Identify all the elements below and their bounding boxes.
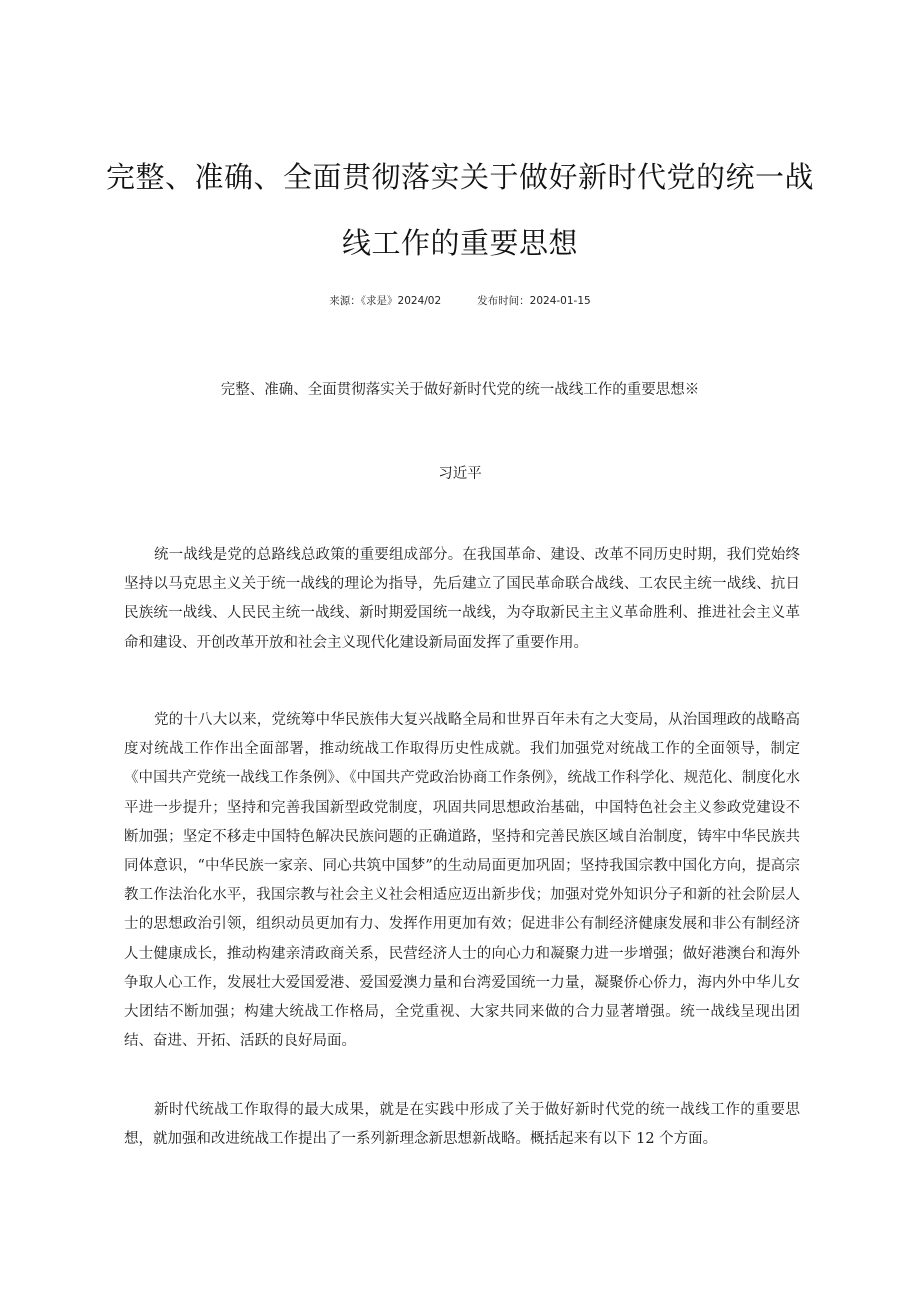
body-paragraph: 新时代统战工作取得的最大成果，就是在实践中形成了关于做好新时代党的统一战线工作的重要思想，就加强和改进统战工作提出了一系列新理念新思想新战略。概括起来有以下 12 个方面。 (124, 1102, 800, 1148)
body-paragraph: 统一战线是党的总路线总政策的重要组成部分。在我国革命、建设、改革不同历史时期，我们党始终坚持以马克思主义关于统一战线的理论为指导，先后建立了国民革命联合战线、工农民主统一战线、抗日民族统一战线、人民民主统一战线、新时期爱国统一战线，为夺取新民主主义革命胜利、推进社会主义革命和建设、开创改革开放和社会主义现代化建设新局面发挥了重要作用。 (124, 547, 800, 651)
article-meta (0, 294, 920, 308)
source-label: 来源：《求是》2024/02 (329, 295, 442, 307)
article-subtitle: 完整、准确、全面贯彻落实关于做好新时代党的统一战线工作的重要思想※ (220, 382, 700, 398)
title-line-1: 完整、准确、全面贯彻落实关于做好新时代党的统一战 (105, 160, 814, 194)
article-author: 习近平 (438, 466, 482, 482)
publish-date: 发布时间：2024-01-15 (477, 295, 591, 307)
title-line-2: 线工作的重要思想 (341, 226, 578, 260)
body-paragraph: 党的十八大以来，党统筹中华民族伟大复兴战略全局和世界百年未有之大变局，从治国理政的战略高度对统战工作作出全面部署，推动统战工作取得历史性成就。我们加强党对统战工作的全面领导，制定《中国共产党统一战线工作条例》、《中国共产党政治协商工作条例》，统战工作科学化、规范化、制度化水平进一步提升；坚持和完善我国新型政党制度，巩固共同思想政治基础，中国特色社会主义参政党建设不断加强；坚定不移走中国特色解决民族问题的正确道路，坚持和完善民族区域自治制度，铸牢中华民族共同体意识，“中华民族一家亲、同心共筑中国梦”的生动局面更加巩固；坚持我国宗教中国化方向，提高宗教工作法治化水平，我国宗教与社会主义社会相适应迈出新步伐；加强对党外知识分子和新的社会阶层人士的思想政治引领，组织动员更加有力、发挥作用更加有效；促进非公有制经济健康发展和非公有制经济人士健康成长，推动构建亲清政商关系，民营经济人士的向心力和凝聚力进一步增强；做好港澳台和海外争取人心工作，发展壮大爱国爱港、爱国爱澳力量和台湾爱国统一力量，凝聚侨心侨力，海内外中华儿女大团结不断加强；构建大统战工作格局，全党重视、大家共同来做的合力显著增强。统一战线呈现出团结、奋进、开拓、活跃的良好局面。 (124, 712, 800, 1050)
page-title (100, 144, 820, 276)
